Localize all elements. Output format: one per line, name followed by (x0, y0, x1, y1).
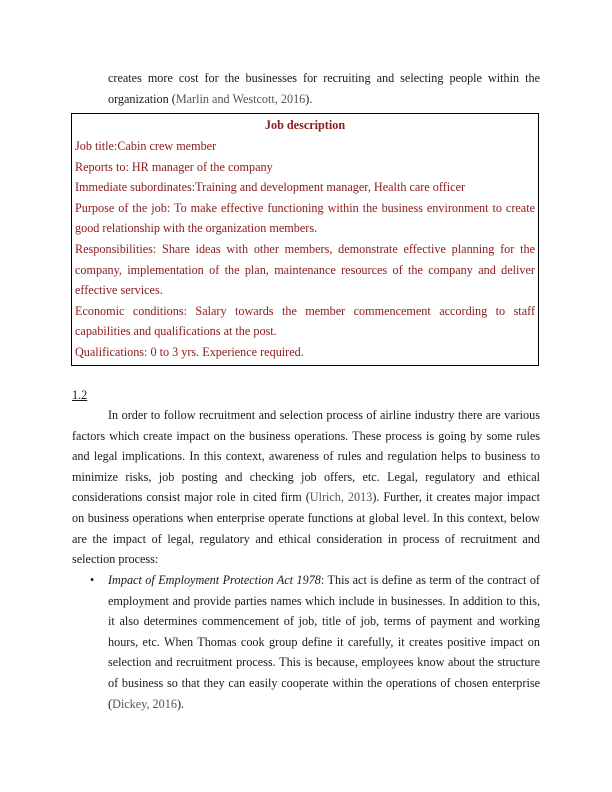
purpose-line: Purpose of the job: To make effective functioning within the business environment to create good relationship with the organization members. (75, 200, 535, 236)
economic-conditions-line: Economic conditions: Salary towards the member commencement according to staff capabilities and qualifications at the post. (75, 303, 535, 339)
intro-paragraph (108, 68, 540, 109)
job-description-title: Job description (264, 118, 346, 132)
intro-citation: Marlin and Westcott, 2016 (175, 91, 306, 106)
bullet-heading: Impact of Employment Protection Act 1978 (108, 573, 321, 587)
job-description-box (71, 113, 539, 366)
qualifications-line: Qualifications: 0 to 3 yrs. Experience required. (75, 344, 304, 359)
bullet-body: : This act is define as term of the contract of employment and provide parties names which include in businesses. In addition to this, it also determines commencement of job, title of job, terms of payment and working hours, etc. When Thomas cook group define it carefully, it creates positive impact on selection and recruitment process. This is because, employees know about the structure of business so that they can easily cooperate within the operations of chosen enterprise ( (108, 573, 540, 711)
subordinates-line: Immediate subordinates:Training and development manager, Health care officer (75, 180, 466, 195)
section-text: In order to follow recruitment and selection process of airline industry there are various factors which create impact on the business operations. These process is going by some rules and legal implications. In this context, awareness of rules and regulation helps to business to minimize risks, job posting and checking job offers, etc. Legal, regulatory and ethical considerations consist major role in cited firm ( (72, 408, 540, 505)
job-title-line: Job title:Cabin crew member (75, 139, 217, 153)
section-number: 1.2 (72, 388, 88, 402)
section-text-end: ). Further, it creates major impact on business operations when enterprise operate functions at global level. In this context, below are the impact of legal, regulatory and ethical consideration in process of recruitment and selection process: (72, 490, 540, 567)
bullet-citation: Dickey, 2016 (112, 696, 177, 711)
bullet-marker: • (90, 573, 95, 587)
bullet-list (72, 570, 540, 714)
reports-to-line: Reports to: HR manager of the company (75, 159, 273, 174)
intro-text: creates more cost for the businesses for recruiting and selecting people within the organization ( (108, 71, 540, 106)
intro-text-end: ). (305, 91, 313, 106)
section-paragraph (72, 405, 540, 570)
bullet-text (108, 570, 540, 714)
responsibilities-line: Responsibilities: Share ideas with other members, demonstrate effective planning for the company, implementation of the plan, maintenance resources of the company and deliver effective services. (75, 241, 535, 298)
bullet-body-end: ). (176, 696, 185, 711)
job-description-lines (75, 136, 535, 363)
section-citation: Ulrich, 2013 (309, 490, 373, 505)
list-item (72, 570, 540, 714)
